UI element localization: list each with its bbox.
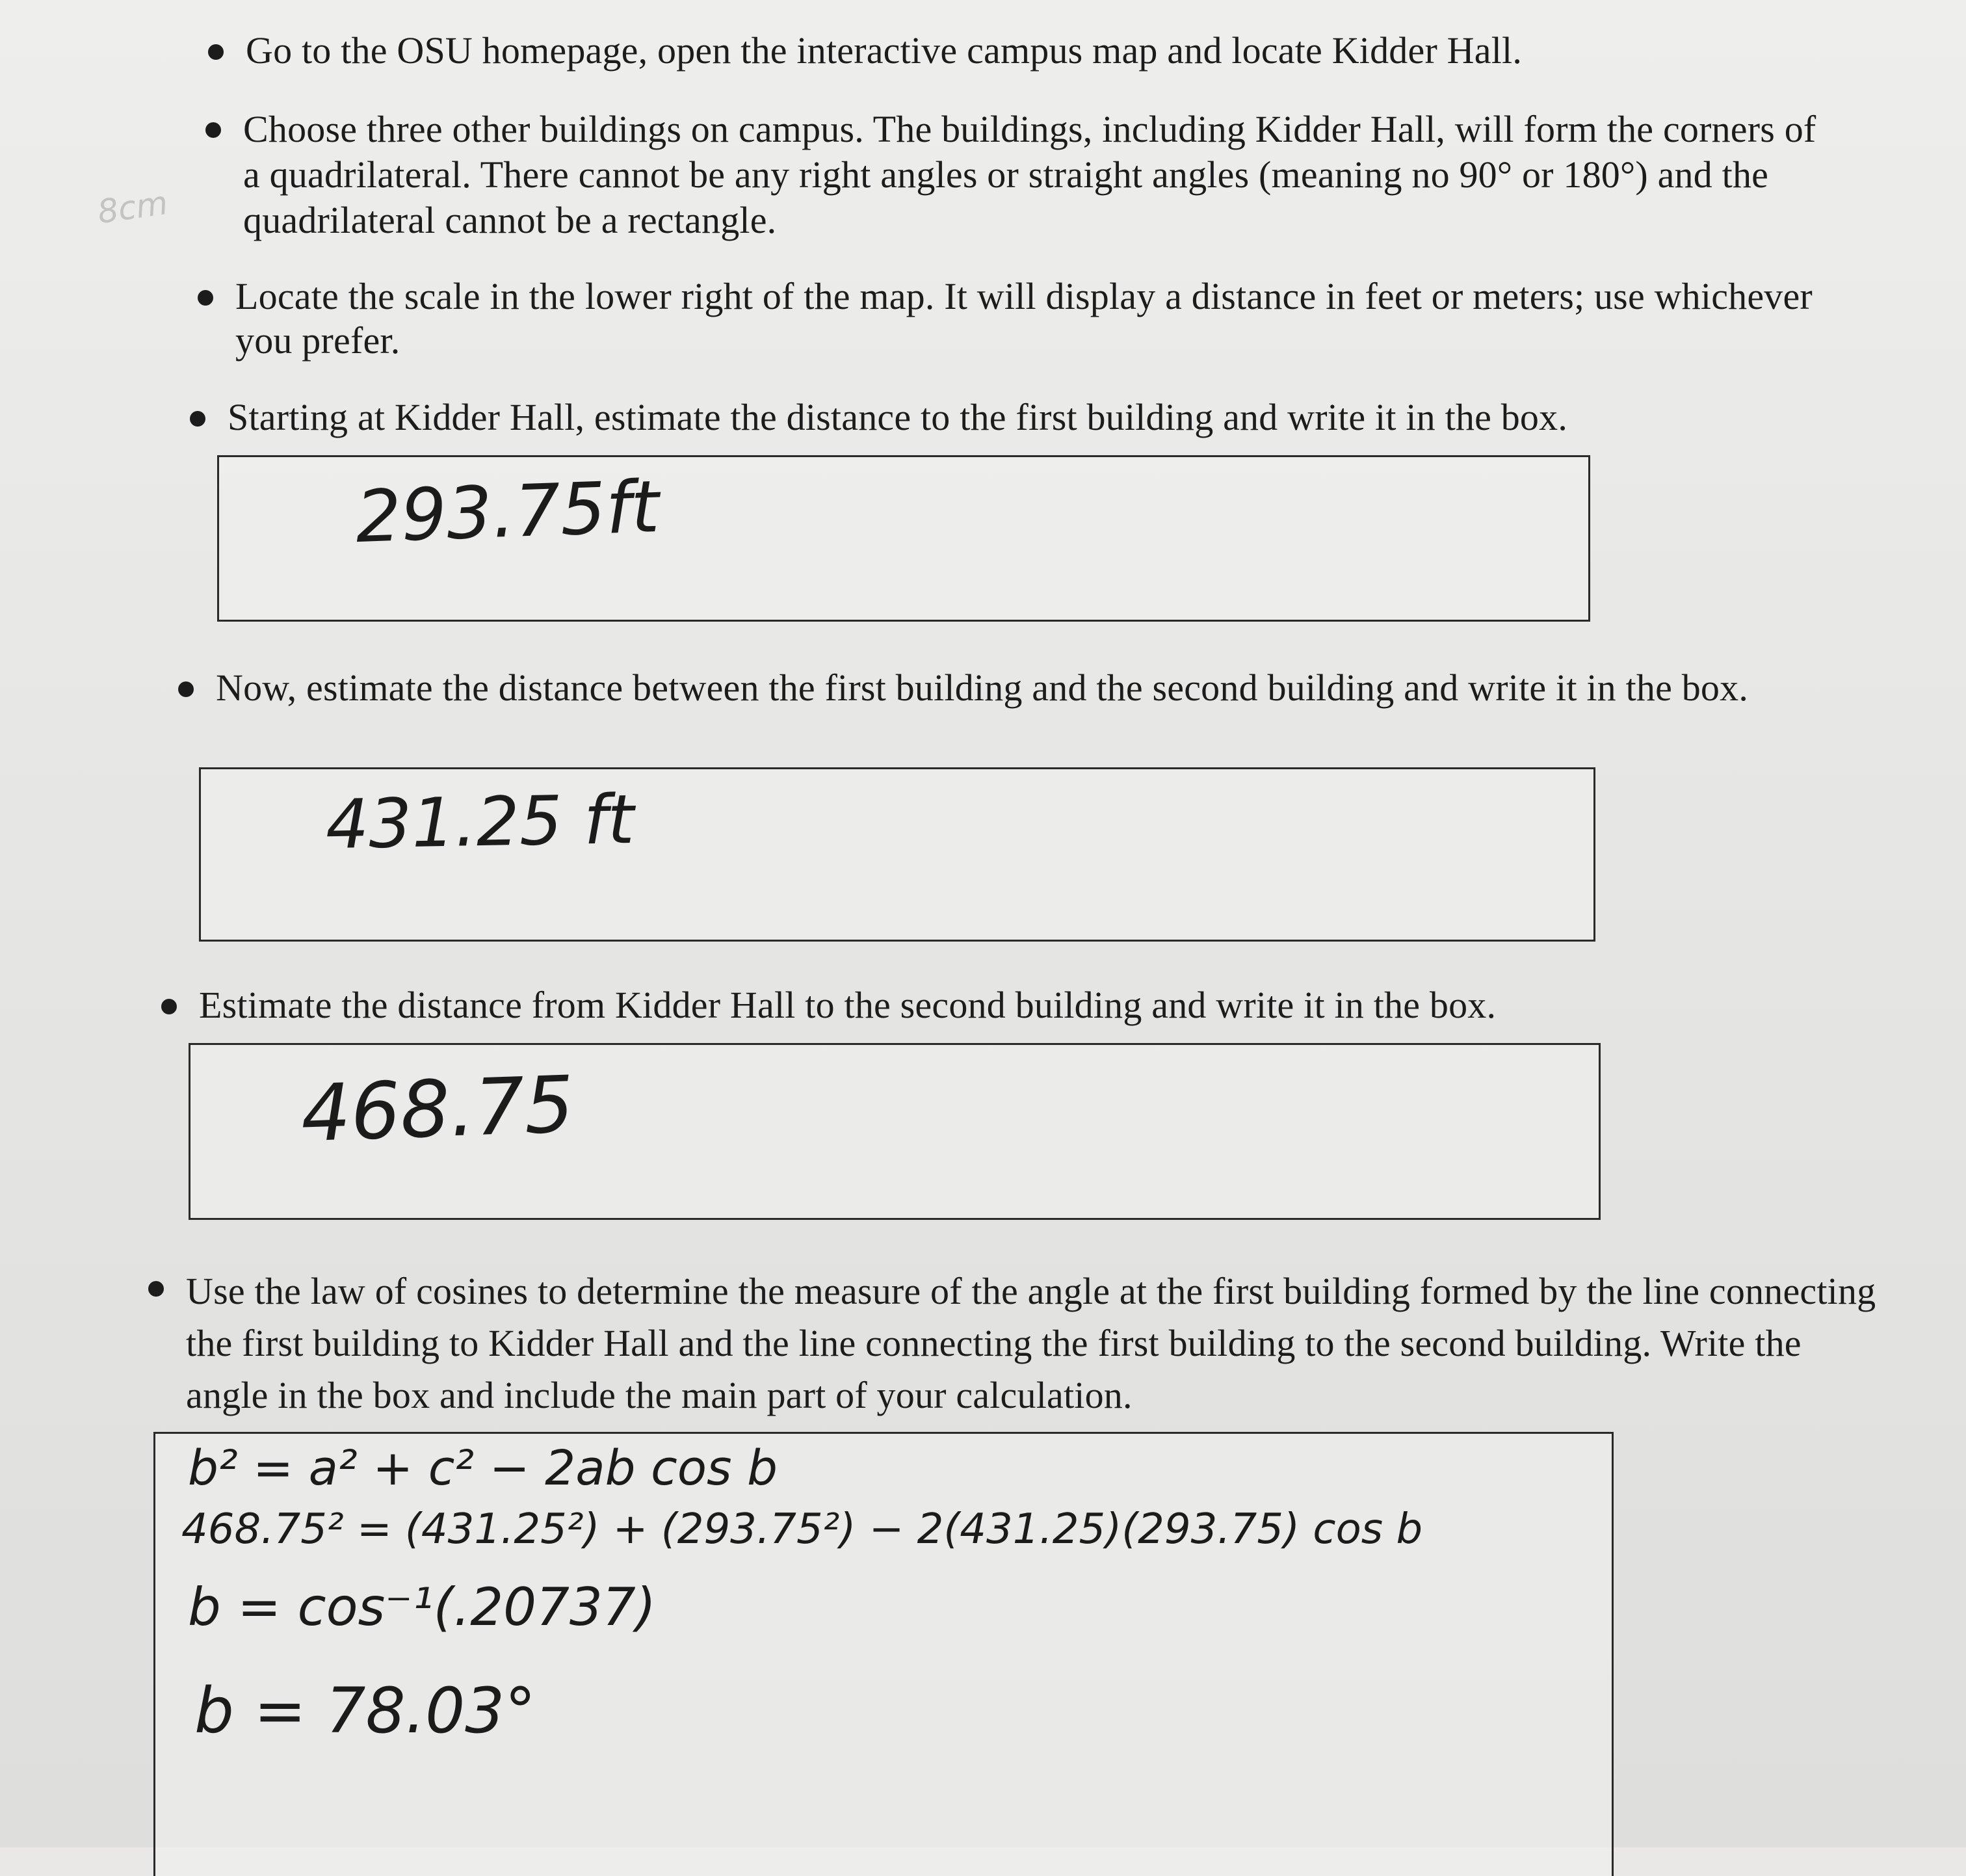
calc-line-4: b = 78.03° <box>194 1674 536 1747</box>
instruction-6-text: Estimate the distance from Kidder Hall to the second building and write it in the box. <box>199 984 1497 1026</box>
answer-box-first-to-second[interactable] <box>199 767 1595 942</box>
answer-box-kidder-to-second[interactable] <box>189 1043 1601 1220</box>
instruction-2-text: Choose three other buildings on campus. The buildings, including Kidder Hall, will form the corners of a quadrilateral. There cannot be any right angles or straight angles (meaning no 90° or 180°) and the quadrilateral cannot be a rectangle. <box>243 108 1816 241</box>
instruction-5 <box>216 666 1867 710</box>
answer-box-angle-calculation[interactable] <box>153 1432 1614 1876</box>
bullet-icon <box>148 1281 164 1297</box>
instruction-1 <box>246 29 1910 73</box>
calc-line-2: 468.75² = (431.25²) + (293.75²) − 2(431.25)(293.75) cos b <box>181 1505 1423 1553</box>
answer-first-to-second: 431.25 ft <box>324 779 635 865</box>
bullet-icon <box>198 290 213 306</box>
instruction-3 <box>235 274 1848 363</box>
bullet-icon <box>178 681 194 697</box>
bullet-icon <box>161 999 177 1014</box>
instruction-4-text: Starting at Kidder Hall, estimate the distance to the first building and write it in the box. <box>228 396 1568 438</box>
calculation-lines <box>155 1434 1612 1876</box>
margin-note: 8cm <box>95 183 170 231</box>
instruction-7-text: Use the law of cosines to determine the measure of the angle at the first building formed by the line connecting the first building to Kidder Hall and the line connecting the first building to the second building. Write the angle in the box and include the main part of your calculation. <box>186 1270 1876 1416</box>
answer-box-kidder-to-first[interactable] <box>217 455 1590 622</box>
instruction-6 <box>199 983 1889 1027</box>
instruction-3-text: Locate the scale in the lower right of the map. It will display a distance in feet or meters; use whichever you prefer. <box>235 275 1813 362</box>
instruction-4 <box>228 395 1918 440</box>
calc-line-3: b = cos⁻¹(.20737) <box>188 1577 656 1637</box>
instruction-2 <box>243 107 1829 243</box>
instruction-1-text: Go to the OSU homepage, open the interactive campus map and locate Kidder Hall. <box>246 29 1523 72</box>
bullet-icon <box>205 122 221 138</box>
instruction-5-text: Now, estimate the distance between the first building and the second building and write it in the box. <box>216 667 1749 709</box>
answer-kidder-to-first: 293.75ft <box>354 464 661 559</box>
bullet-icon <box>208 44 224 60</box>
answer-kidder-to-second: 468.75 <box>299 1059 576 1160</box>
bullet-icon <box>190 411 205 427</box>
instruction-7 <box>186 1265 1876 1421</box>
calc-line-1: b² = a² + c² − 2ab cos b <box>188 1440 778 1496</box>
